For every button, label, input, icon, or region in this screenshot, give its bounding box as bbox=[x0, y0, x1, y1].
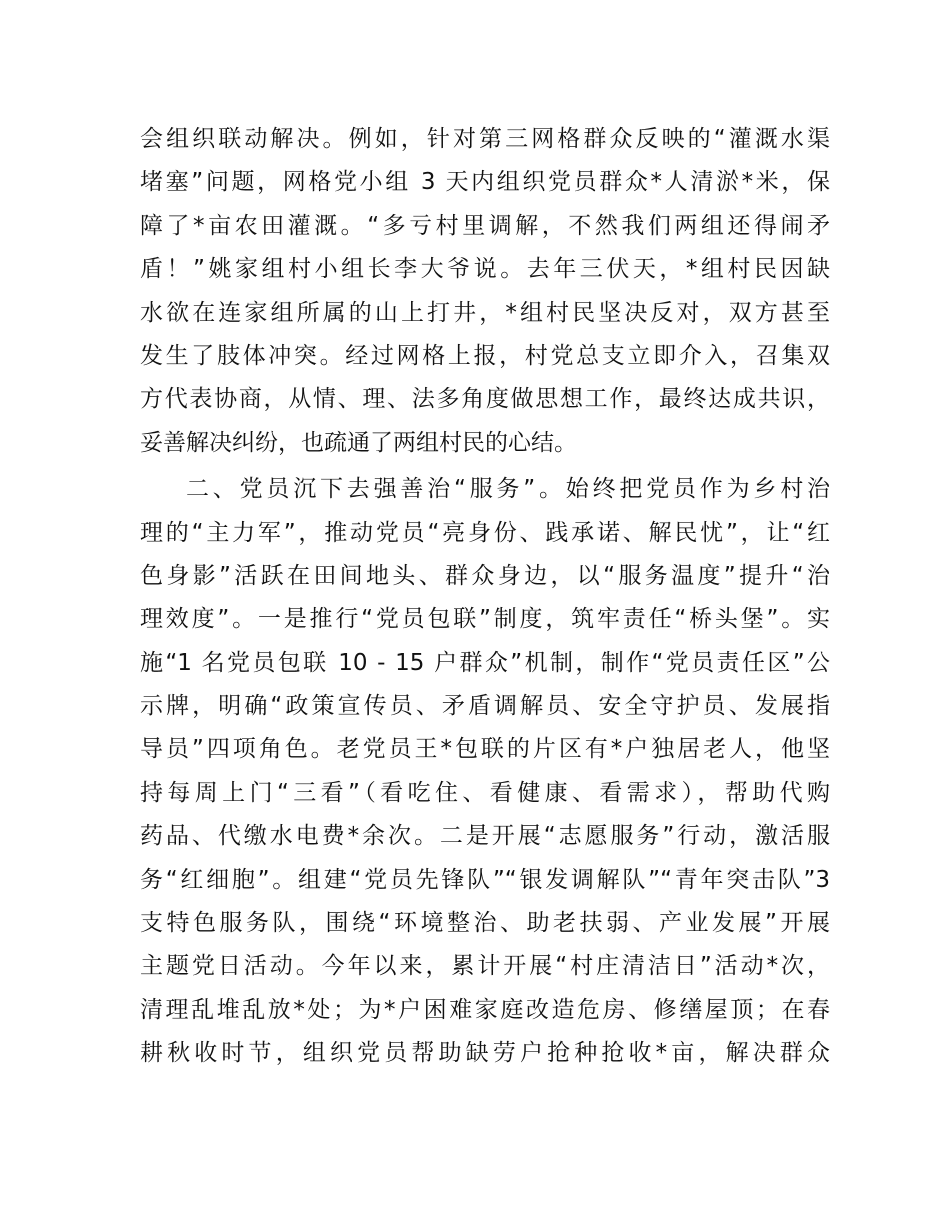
text-line: 障了*亩农田灌溉。“多亏村里调解，不然我们两组还得闹矛 bbox=[140, 212, 830, 239]
text-line: 耕秋收时节，组织党员帮助缺劳户抢种抢收*亩，解决群众 bbox=[140, 1040, 830, 1067]
text-line: 发生了肢体冲突。经过网格上报，村党总支立即介入，召集双 bbox=[140, 342, 830, 369]
document-body bbox=[140, 118, 830, 1076]
text-line: 持每周上门“三看”（看吃住、看健康、看需求），帮助代购 bbox=[140, 779, 830, 806]
text-line: 堵塞”问题，网格党小组 3 天内组织党员群众*人清淤*米，保 bbox=[140, 169, 830, 196]
text-line: 会组织联动解决。例如，针对第三网格群众反映的“灌溉水渠 bbox=[140, 126, 830, 152]
text-line: 水欲在连家组所属的山上打井，*组村民坚决反对，双方甚至 bbox=[140, 299, 830, 326]
text-line: 示牌，明确“政策宣传员、矛盾调解员、安全守护员、发展指 bbox=[140, 693, 830, 720]
text-line: 二、党员沉下去强善治“服务”。始终把党员作为乡村治 bbox=[186, 476, 830, 503]
text-line: 导员”四项角色。老党员王*包联的片区有*户独居老人，他坚 bbox=[140, 736, 830, 763]
text-line: 理的“主力军”，推动党员“亮身份、践承诺、解民忧”，让“红 bbox=[140, 519, 830, 546]
text-line: 药品、代缴水电费*余次。二是开展“志愿服务”行动，激活服 bbox=[140, 823, 830, 850]
text-line: 务“红细胞”。组建“党员先锋队”“银发调解队”“青年突击队”3 bbox=[140, 866, 830, 893]
text-line: 盾！”姚家组村小组长李大爷说。去年三伏天，*组村民因缺 bbox=[140, 256, 830, 283]
text-line: 色身影”活跃在田间地头、群众身边，以“服务温度”提升“治 bbox=[140, 562, 830, 589]
paragraph-1 bbox=[140, 118, 830, 465]
text-line: 清理乱堆乱放*处；为*户困难家庭改造危房、修缮屋顶；在春 bbox=[140, 996, 830, 1023]
text-line: 理效度”。一是推行“党员包联”制度，筑牢责任“桥头堡”。实 bbox=[140, 606, 830, 633]
text-line: 施“1 名党员包联 10 - 15 户群众”机制，制作“党员责任区”公 bbox=[140, 649, 830, 676]
text-line: 支特色服务队，围绕“环境整治、助老扶弱、产业发展”开展 bbox=[140, 910, 830, 937]
text-line: 主题党日活动。今年以来，累计开展“村庄清洁日”活动*次， bbox=[140, 953, 830, 980]
paragraph-2 bbox=[140, 468, 830, 1075]
text-line: 妥善解决纠纷，也疏通了两组村民的心结。 bbox=[140, 429, 577, 456]
text-line: 方代表协商，从情、理、法多角度做思想工作，最终达成共识， bbox=[140, 386, 830, 413]
